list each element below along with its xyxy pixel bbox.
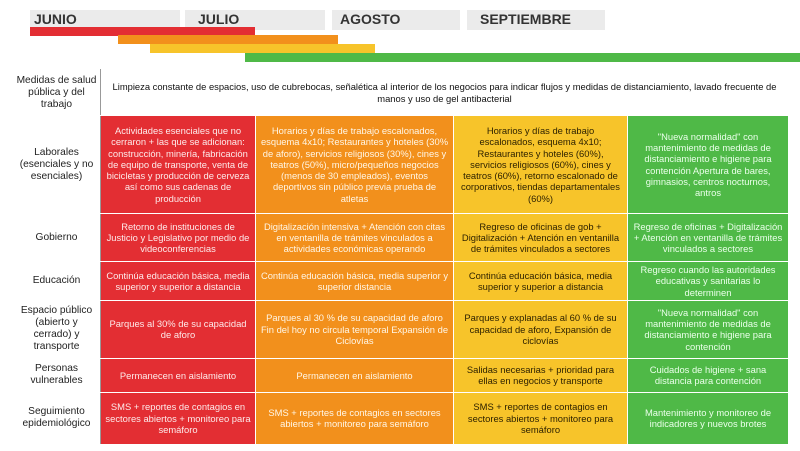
row-seguimiento [13, 392, 789, 444]
row-personas-vulnerables [13, 358, 789, 392]
cell-educacion-green: Regreso cuando las autoridades educativas y sanitarias lo determinen [628, 262, 789, 301]
cell-laborales-yellow: Horarios y días de trabajo escalonados, esquema 4x10; Restaurantes y hoteles (60%), servicios religiosos (60%), cines y teatros (60%), retorno escalonado de corporativos, tiendas departamentales (60%) [454, 116, 628, 214]
cell-laborales-orange: Horarios y días de trabajo escalonados, esquema 4x10; Restaurantes y hoteles (30% de aforo), servicios religiosos (30%), cines y teatros (50%), micro/pequeños negocios (menos de 30 empleados), eventos deportivos sin público previa prueba de atletas [256, 116, 454, 214]
cell-educacion-orange: Continúa educación básica, media superior y superior distancia [256, 262, 454, 301]
row-general [13, 70, 789, 116]
month-label-septiembre: SEPTIEMBRE [480, 11, 572, 27]
month-label-julio: JULIO [198, 11, 240, 27]
measures-table [12, 69, 789, 445]
row-label-espacio-publico: Espacio público (abierto y cerrado) y transporte [13, 300, 101, 358]
cell-vulnerables-yellow: Salidas necesarias + prioridad para ellas en negocios y transporte [454, 358, 628, 392]
cell-espacio-green: "Nueva normalidad" con mantenimiento de medidas de distanciamiento e higiene para contención [628, 300, 789, 358]
cell-gobierno-orange: Digitalización intensiva + Atención con citas en ventanilla de trámites vinculados a actividades económicas operando [256, 214, 454, 262]
cell-seguimiento-green: Mantenimiento y monitoreo de indicadores y nuevos brotes [628, 392, 789, 444]
row-label-seguimiento: Seguimiento epidemiológico [13, 392, 101, 444]
cell-vulnerables-red: Permanecen en aislamiento [101, 358, 256, 392]
timeline-bar-orange [118, 35, 338, 44]
row-espacio-publico [13, 300, 789, 358]
row-label-educacion: Educación [13, 262, 101, 301]
cell-seguimiento-red: SMS + reportes de contagios en sectores abiertos + monitoreo para semáforo [101, 392, 256, 444]
row-laborales [13, 116, 789, 214]
cell-espacio-yellow: Parques y explanadas al 60 % de su capacidad de aforo, Expansión de ciclovías [454, 300, 628, 358]
row-educacion [13, 262, 789, 301]
timeline-bar-yellow [150, 44, 375, 53]
cell-gobierno-yellow: Regreso de oficinas de gob + Digitalización + Atención en ventanilla de trámites vinculados a sectores [454, 214, 628, 262]
cell-seguimiento-yellow: SMS + reportes de contagios en sectores abiertos + monitoreo para semáforo [454, 392, 628, 444]
cell-laborales-red: Actividades esenciales que no cerraron + las que se adicionan: construcción, minería, fabricación de equipo de transporte, venta de bicicletas y producción de cerveza así como sus cadenas de producción [101, 116, 256, 214]
cell-educacion-yellow: Continúa educación básica, media superior y superior a distancia [454, 262, 628, 301]
general-measures-text: Limpieza constante de espacios, uso de cubrebocas, señalética al interior de los negocios para indicar flujos y medidas de distanciamiento, lavado frecuente de manos y uso de gel antibacterial [101, 70, 789, 116]
timeline-bar-green [245, 53, 800, 62]
cell-gobierno-green: Regreso de oficinas + Digitalización + Atención en ventanilla de trámites vinculados a sectores [628, 214, 789, 262]
cell-gobierno-red: Retorno de instituciones de Justicio y Legislativo por medio de videoconferencias [101, 214, 256, 262]
cell-espacio-orange: Parques al 30 % de su capacidad de aforo Fin del hoy no circula temporal Expansión de Ciclovías [256, 300, 454, 358]
cell-vulnerables-orange: Permanecen en aislamiento [256, 358, 454, 392]
row-label-general: Medidas de salud pública y del trabajo [13, 70, 101, 116]
row-label-gobierno: Gobierno [13, 214, 101, 262]
cell-seguimiento-orange: SMS + reportes de contagios en sectores abiertos + monitoreo para semáforo [256, 392, 454, 444]
month-label-junio: JUNIO [34, 11, 77, 27]
row-label-personas-vulnerables: Personas vulnerables [13, 358, 101, 392]
timeline-header [0, 0, 800, 70]
cell-vulnerables-green: Cuidados de higiene + sana distancia para contención [628, 358, 789, 392]
cell-laborales-green: "Nueva normalidad" con mantenimiento de medidas de distanciamiento e higiene para contención Apertura de bares, gimnasios, centros nocturnos, antros [628, 116, 789, 214]
row-label-laborales: Laborales (esenciales y no esenciales) [13, 116, 101, 214]
cell-educacion-red: Continúa educación básica, media superior y superior a distancia [101, 262, 256, 301]
row-gobierno [13, 214, 789, 262]
cell-espacio-red: Parques al 30% de su capacidad de aforo [101, 300, 256, 358]
month-label-agosto: AGOSTO [340, 11, 401, 27]
